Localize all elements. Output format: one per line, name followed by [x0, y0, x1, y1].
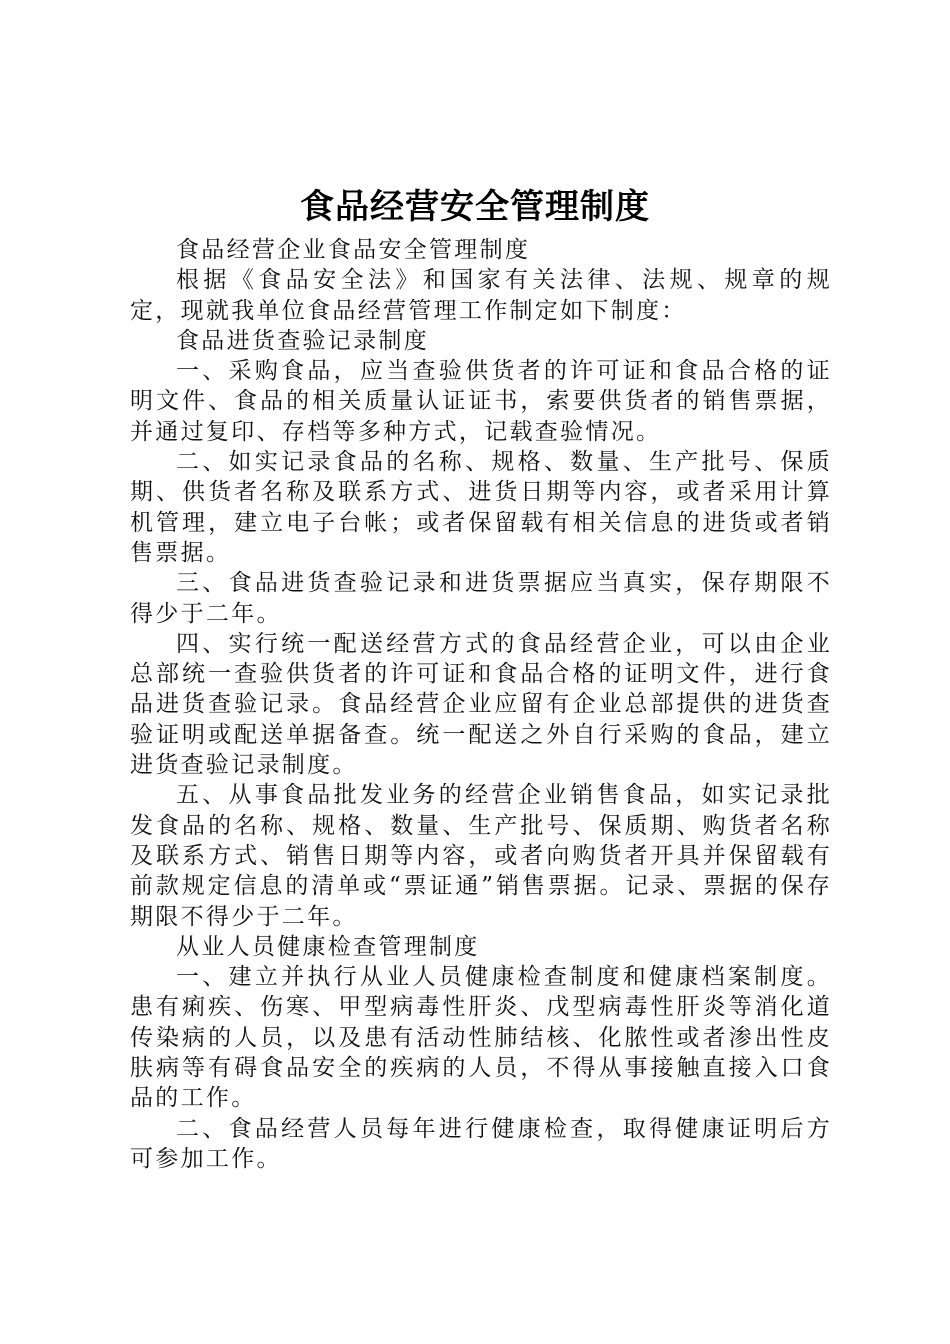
paragraph-inspection-4: 四、实行统一配送经营方式的食品经营企业，可以由企业总部统一查验供货者的许可证和食品合格的证明文件，进行食品进货查验记录。食品经营企业应留有企业总部提供的进货查验证明或配送单据备查。统一配送之外自行采购的食品，建立进货查验记录制度。 [130, 630, 832, 779]
paragraph-inspection-1: 一、采购食品，应当查验供货者的许可证和食品合格的证明文件、食品的相关质量认证证书，索要供货者的销售票据，并通过复印、存档等多种方式，记载查验情况。 [130, 358, 832, 445]
section-heading-inspection: 食品进货查验记录制度 [176, 327, 429, 354]
paragraph-intro: 根据《食品安全法》和国家有关法律、法规、规章的规定，现就我单位食品经营管理工作制定如下制度： [130, 267, 832, 324]
paragraph-inspection-5: 五、从事食品批发业务的经营企业销售食品，如实记录批发食品的名称、规格、数量、生产批号、保质期、购货者名称及联系方式、销售日期等内容，或者向购货者开具并保留载有前款规定信息的清单或“票证通”销售票据。记录、票据的保存期限不得少于二年。 [130, 782, 832, 930]
paragraph-health-2: 二、食品经营人员每年进行健康检查，取得健康证明后方可参加工作。 [130, 1115, 832, 1172]
paragraph-subtitle: 食品经营企业食品安全管理制度 [176, 237, 531, 263]
paragraph-health-1: 一、建立并执行从业人员健康检查制度和健康档案制度。患有痢疾、伤寒、甲型病毒性肝炎、戊型病毒性肝炎等消化道传染病的人员，以及患有活动性肺结核、化脓性或者渗出性皮肤病等有碍食品安全的疾病的人员，不得从事接触直接入口食品的工作。 [130, 964, 832, 1112]
paragraph-inspection-2: 二、如实记录食品的名称、规格、数量、生产批号、保质期、供货者名称及联系方式、进货日期等内容，或者采用计算机管理，建立电子台帐；或者保留载有相关信息的进货或者销售票据。 [130, 449, 832, 566]
document-title: 食品经营安全管理制度 [300, 187, 650, 227]
section-heading-health: 从业人员健康检查管理制度 [176, 933, 480, 960]
paragraph-inspection-3: 三、食品进货查验记录和进货票据应当真实，保存期限不得少于二年。 [130, 570, 832, 627]
document-body [130, 235, 832, 1174]
